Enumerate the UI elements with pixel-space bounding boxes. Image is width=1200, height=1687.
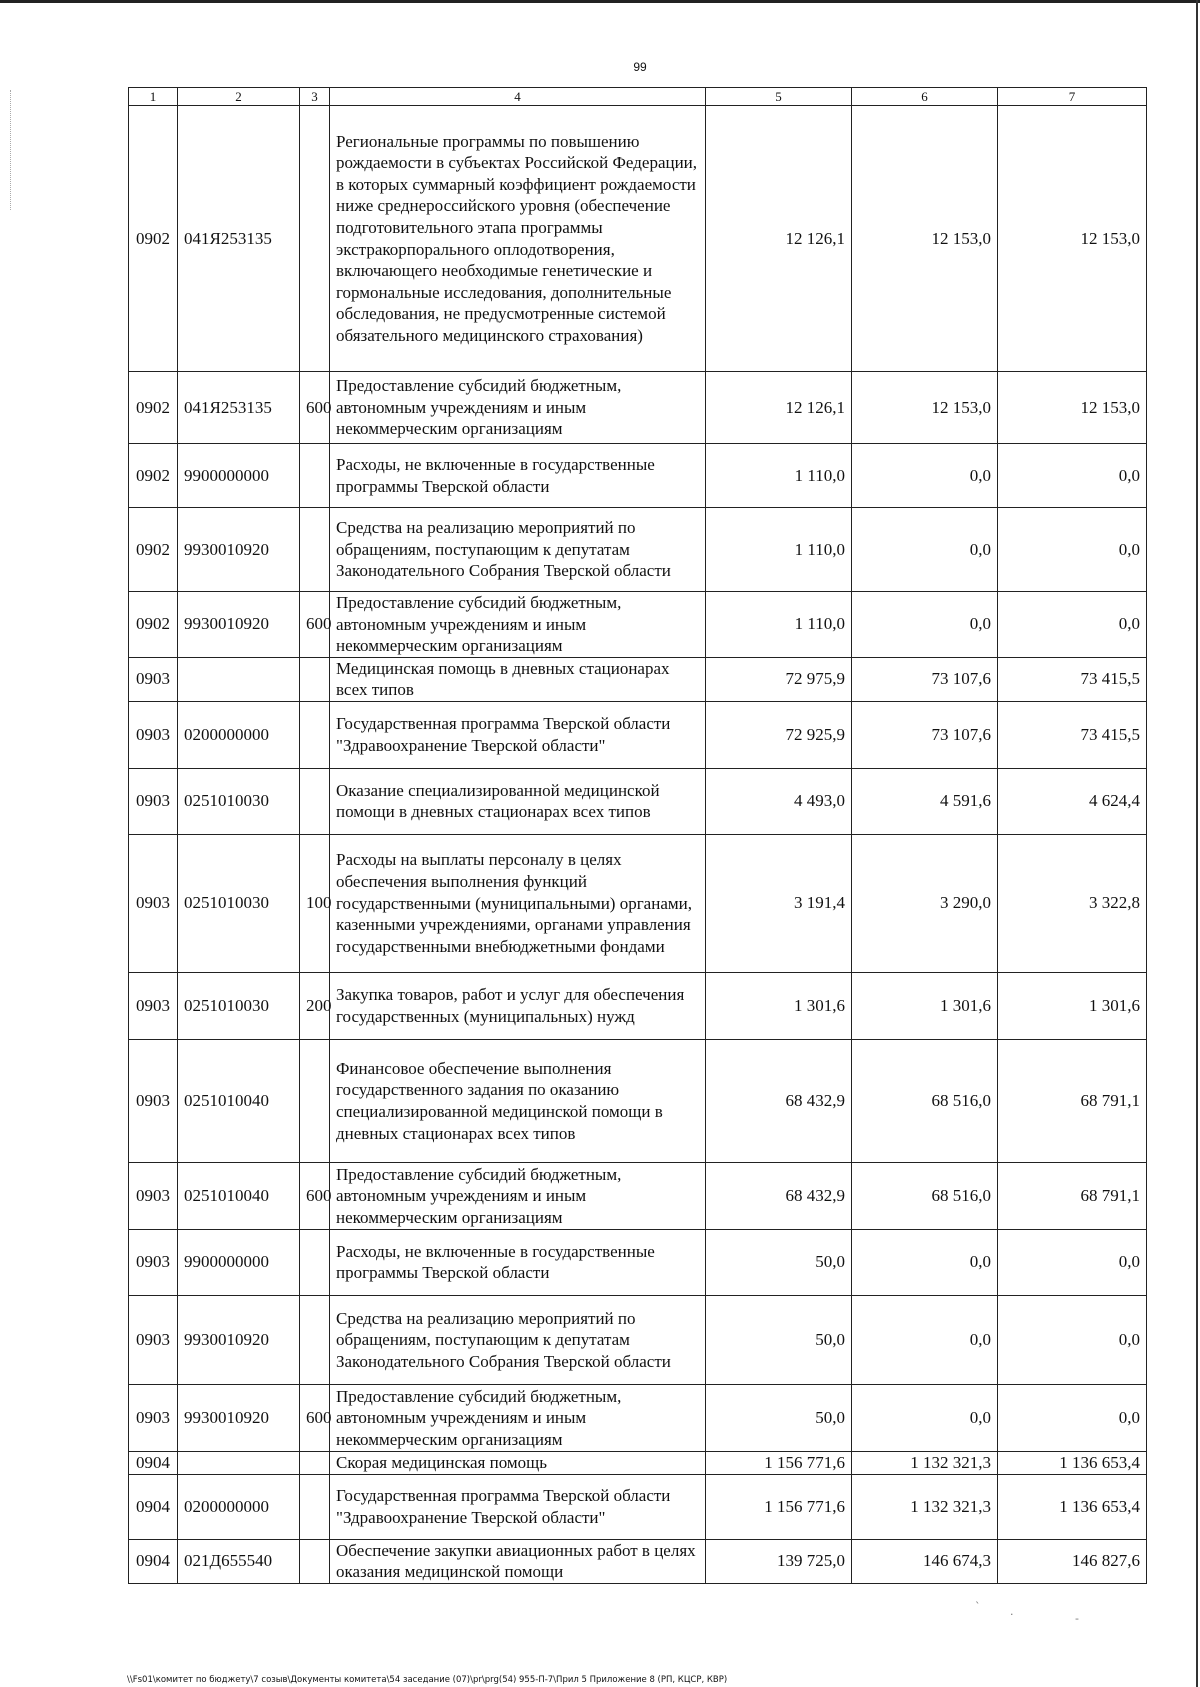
item-name-cell: Оказание специализированной медицинской помощи в дневных стационарах всех типов <box>330 768 706 834</box>
col-header-3: 3 <box>300 88 330 106</box>
value-col6-cell: 4 591,6 <box>852 768 998 834</box>
expense-type-cell <box>300 657 330 701</box>
value-col6-cell: 0,0 <box>852 1295 998 1384</box>
section-code-cell: 0902 <box>129 508 178 592</box>
expense-type-cell <box>300 1474 330 1539</box>
item-name-cell: Предоставление субсидий бюджетным, автономным учреждениям и иным некоммерческим организациям <box>330 1384 706 1451</box>
value-col5-cell: 4 493,0 <box>706 768 852 834</box>
value-col5-cell: 72 925,9 <box>706 701 852 768</box>
expense-type-cell <box>300 768 330 834</box>
target-code-cell: 0251010040 <box>178 1162 300 1229</box>
target-code-cell <box>178 1451 300 1474</box>
table-row <box>129 1039 1147 1162</box>
expense-type-cell <box>300 1039 330 1162</box>
scan-speckle <box>10 90 13 210</box>
value-col7-cell: 1 301,6 <box>998 972 1147 1039</box>
table-row <box>129 701 1147 768</box>
expense-type-cell <box>300 444 330 508</box>
value-col5-cell: 50,0 <box>706 1295 852 1384</box>
value-col6-cell: 146 674,3 <box>852 1539 998 1583</box>
target-code-cell: 0200000000 <box>178 1474 300 1539</box>
section-code-cell: 0902 <box>129 592 178 658</box>
value-col6-cell: 12 153,0 <box>852 372 998 444</box>
table-row <box>129 1229 1147 1295</box>
value-col7-cell: 0,0 <box>998 592 1147 658</box>
target-code-cell: 9930010920 <box>178 1295 300 1384</box>
value-col5-cell: 1 110,0 <box>706 592 852 658</box>
value-col7-cell: 0,0 <box>998 1295 1147 1384</box>
section-code-cell: 0902 <box>129 106 178 372</box>
col-header-6: 6 <box>852 88 998 106</box>
section-code-cell: 0904 <box>129 1474 178 1539</box>
value-col5-cell: 72 975,9 <box>706 657 852 701</box>
item-name-cell: Средства на реализацию мероприятий по обращениям, поступающим к депутатам Законодательного Собрания Тверской области <box>330 508 706 592</box>
section-code-cell: 0903 <box>129 1295 178 1384</box>
section-code-cell: 0904 <box>129 1451 178 1474</box>
table-row <box>129 508 1147 592</box>
table-row <box>129 1162 1147 1229</box>
item-name-cell: Средства на реализацию мероприятий по обращениям, поступающим к депутатам Законодательного Собрания Тверской области <box>330 1295 706 1384</box>
item-name-cell: Расходы на выплаты персоналу в целях обеспечения выполнения функций государственными (муниципальными) органами, казенными учреждениями, органами управления государственными внебюджетными фондами <box>330 834 706 972</box>
table-row <box>129 106 1147 372</box>
item-name-cell: Предоставление субсидий бюджетным, автономным учреждениям и иным некоммерческим организациям <box>330 592 706 658</box>
value-col7-cell: 3 322,8 <box>998 834 1147 972</box>
item-name-cell: Государственная программа Тверской области "Здравоохранение Тверской области" <box>330 1474 706 1539</box>
value-col5-cell: 3 191,4 <box>706 834 852 972</box>
scan-right-border <box>1196 0 1198 1687</box>
value-col6-cell: 1 132 321,3 <box>852 1451 998 1474</box>
col-header-5: 5 <box>706 88 852 106</box>
target-code-cell: 9900000000 <box>178 444 300 508</box>
item-name-cell: Скорая медицинская помощь <box>330 1451 706 1474</box>
target-code-cell: 9930010920 <box>178 592 300 658</box>
table-row <box>129 1539 1147 1583</box>
target-code-cell: 0251010030 <box>178 768 300 834</box>
value-col6-cell: 73 107,6 <box>852 657 998 701</box>
item-name-cell: Региональные программы по повышению рождаемости в субъектах Российской Федерации, в которых суммарный коэффициент рождаемости ниже среднероссийского уровня (обеспечение подготовительного этапа программы экстракорпорального оплодотворения, включающего необходимые генетические и гормональные исследования, дополнительные обследования, не предусмотренные системой обязательного медицинского страхования) <box>330 106 706 372</box>
value-col6-cell: 0,0 <box>852 592 998 658</box>
expense-type-cell <box>300 1451 330 1474</box>
section-code-cell: 0903 <box>129 768 178 834</box>
table-row <box>129 372 1147 444</box>
value-col6-cell: 1 301,6 <box>852 972 998 1039</box>
value-col5-cell: 139 725,0 <box>706 1539 852 1583</box>
expense-type-cell <box>300 701 330 768</box>
value-col6-cell: 12 153,0 <box>852 106 998 372</box>
target-code-cell: 0251010040 <box>178 1039 300 1162</box>
target-code-cell: 9930010920 <box>178 508 300 592</box>
value-col7-cell: 12 153,0 <box>998 372 1147 444</box>
scan-top-border <box>0 0 1200 3</box>
section-code-cell: 0903 <box>129 1039 178 1162</box>
target-code-cell: 021Д655540 <box>178 1539 300 1583</box>
value-col5-cell: 1 156 771,6 <box>706 1451 852 1474</box>
expense-type-cell <box>300 1229 330 1295</box>
expense-type-cell <box>300 106 330 372</box>
value-col7-cell: 146 827,6 <box>998 1539 1147 1583</box>
col-header-2: 2 <box>178 88 300 106</box>
col-header-1: 1 <box>129 88 178 106</box>
value-col5-cell: 1 156 771,6 <box>706 1474 852 1539</box>
table-row <box>129 1295 1147 1384</box>
section-code-cell: 0903 <box>129 972 178 1039</box>
col-header-7: 7 <box>998 88 1147 106</box>
col-header-4: 4 <box>330 88 706 106</box>
item-name-cell: Предоставление субсидий бюджетным, автономным учреждениям и иным некоммерческим организациям <box>330 1162 706 1229</box>
value-col7-cell: 68 791,1 <box>998 1162 1147 1229</box>
table-row <box>129 834 1147 972</box>
value-col7-cell: 0,0 <box>998 444 1147 508</box>
value-col5-cell: 1 301,6 <box>706 972 852 1039</box>
target-code-cell <box>178 657 300 701</box>
value-col6-cell: 0,0 <box>852 444 998 508</box>
table-row <box>129 1451 1147 1474</box>
item-name-cell: Медицинская помощь в дневных стационарах всех типов <box>330 657 706 701</box>
budget-table <box>128 87 1147 1584</box>
value-col5-cell: 12 126,1 <box>706 372 852 444</box>
table-row <box>129 592 1147 658</box>
value-col6-cell: 0,0 <box>852 508 998 592</box>
value-col6-cell: 68 516,0 <box>852 1162 998 1229</box>
section-code-cell: 0902 <box>129 372 178 444</box>
value-col7-cell: 0,0 <box>998 1229 1147 1295</box>
table-row <box>129 1384 1147 1451</box>
table-row <box>129 972 1147 1039</box>
section-code-cell: 0903 <box>129 834 178 972</box>
section-code-cell: 0903 <box>129 1384 178 1451</box>
expense-type-cell: 600 <box>300 1384 330 1451</box>
page-number: 99 <box>633 60 647 74</box>
value-col7-cell: 1 136 653,4 <box>998 1474 1147 1539</box>
header-row <box>129 88 1147 106</box>
scan-mark: ` <box>975 1600 981 1613</box>
value-col6-cell: 0,0 <box>852 1229 998 1295</box>
expense-type-cell: 600 <box>300 1162 330 1229</box>
item-name-cell: Обеспечение закупки авиационных работ в целях оказания медицинской помощи <box>330 1539 706 1583</box>
scan-mark: . <box>1010 1605 1014 1618</box>
value-col6-cell: 1 132 321,3 <box>852 1474 998 1539</box>
target-code-cell: 9930010920 <box>178 1384 300 1451</box>
value-col5-cell: 68 432,9 <box>706 1039 852 1162</box>
section-code-cell: 0902 <box>129 444 178 508</box>
target-code-cell: 041Я253135 <box>178 372 300 444</box>
target-code-cell: 0251010030 <box>178 972 300 1039</box>
value-col7-cell: 0,0 <box>998 1384 1147 1451</box>
section-code-cell: 0903 <box>129 657 178 701</box>
expense-type-cell <box>300 1539 330 1583</box>
item-name-cell: Расходы, не включенные в государственные программы Тверской области <box>330 1229 706 1295</box>
value-col7-cell: 68 791,1 <box>998 1039 1147 1162</box>
table-row <box>129 768 1147 834</box>
target-code-cell: 041Я253135 <box>178 106 300 372</box>
value-col6-cell: 0,0 <box>852 1384 998 1451</box>
table-row <box>129 444 1147 508</box>
scan-mark: - <box>1075 1612 1079 1625</box>
value-col7-cell: 73 415,5 <box>998 657 1147 701</box>
value-col7-cell: 12 153,0 <box>998 106 1147 372</box>
item-name-cell: Предоставление субсидий бюджетным, автономным учреждениям и иным некоммерческим организациям <box>330 372 706 444</box>
section-code-cell: 0903 <box>129 701 178 768</box>
target-code-cell: 0251010030 <box>178 834 300 972</box>
item-name-cell: Закупка товаров, работ и услуг для обеспечения государственных (муниципальных) нужд <box>330 972 706 1039</box>
section-code-cell: 0903 <box>129 1162 178 1229</box>
value-col7-cell: 4 624,4 <box>998 768 1147 834</box>
table-row <box>129 657 1147 701</box>
item-name-cell: Государственная программа Тверской области "Здравоохранение Тверской области" <box>330 701 706 768</box>
item-name-cell: Расходы, не включенные в государственные программы Тверской области <box>330 444 706 508</box>
section-code-cell: 0903 <box>129 1229 178 1295</box>
value-col6-cell: 3 290,0 <box>852 834 998 972</box>
value-col5-cell: 50,0 <box>706 1229 852 1295</box>
value-col5-cell: 1 110,0 <box>706 444 852 508</box>
table-row <box>129 1474 1147 1539</box>
target-code-cell: 0200000000 <box>178 701 300 768</box>
expense-type-cell <box>300 1295 330 1384</box>
value-col6-cell: 73 107,6 <box>852 701 998 768</box>
footer-file-path: \\Fs01\комитет по бюджету\7 созыв\Документы комитета\54 заседание (07)\pr\prg(54) 955-П-7\Прил 5 Приложение 8 (РП, КЦСР, КВР) <box>127 1675 728 1685</box>
target-code-cell: 9900000000 <box>178 1229 300 1295</box>
value-col5-cell: 50,0 <box>706 1384 852 1451</box>
value-col5-cell: 1 110,0 <box>706 508 852 592</box>
value-col5-cell: 68 432,9 <box>706 1162 852 1229</box>
expense-type-cell: 600 <box>300 592 330 658</box>
value-col7-cell: 73 415,5 <box>998 701 1147 768</box>
value-col7-cell: 0,0 <box>998 508 1147 592</box>
item-name-cell: Финансовое обеспечение выполнения государственного задания по оказанию специализированной медицинской помощи в дневных стационарах всех типов <box>330 1039 706 1162</box>
expense-type-cell: 600 <box>300 372 330 444</box>
table-body <box>129 106 1147 1584</box>
value-col5-cell: 12 126,1 <box>706 106 852 372</box>
expense-type-cell: 200 <box>300 972 330 1039</box>
expense-type-cell <box>300 508 330 592</box>
section-code-cell: 0904 <box>129 1539 178 1583</box>
expense-type-cell: 100 <box>300 834 330 972</box>
value-col6-cell: 68 516,0 <box>852 1039 998 1162</box>
value-col7-cell: 1 136 653,4 <box>998 1451 1147 1474</box>
